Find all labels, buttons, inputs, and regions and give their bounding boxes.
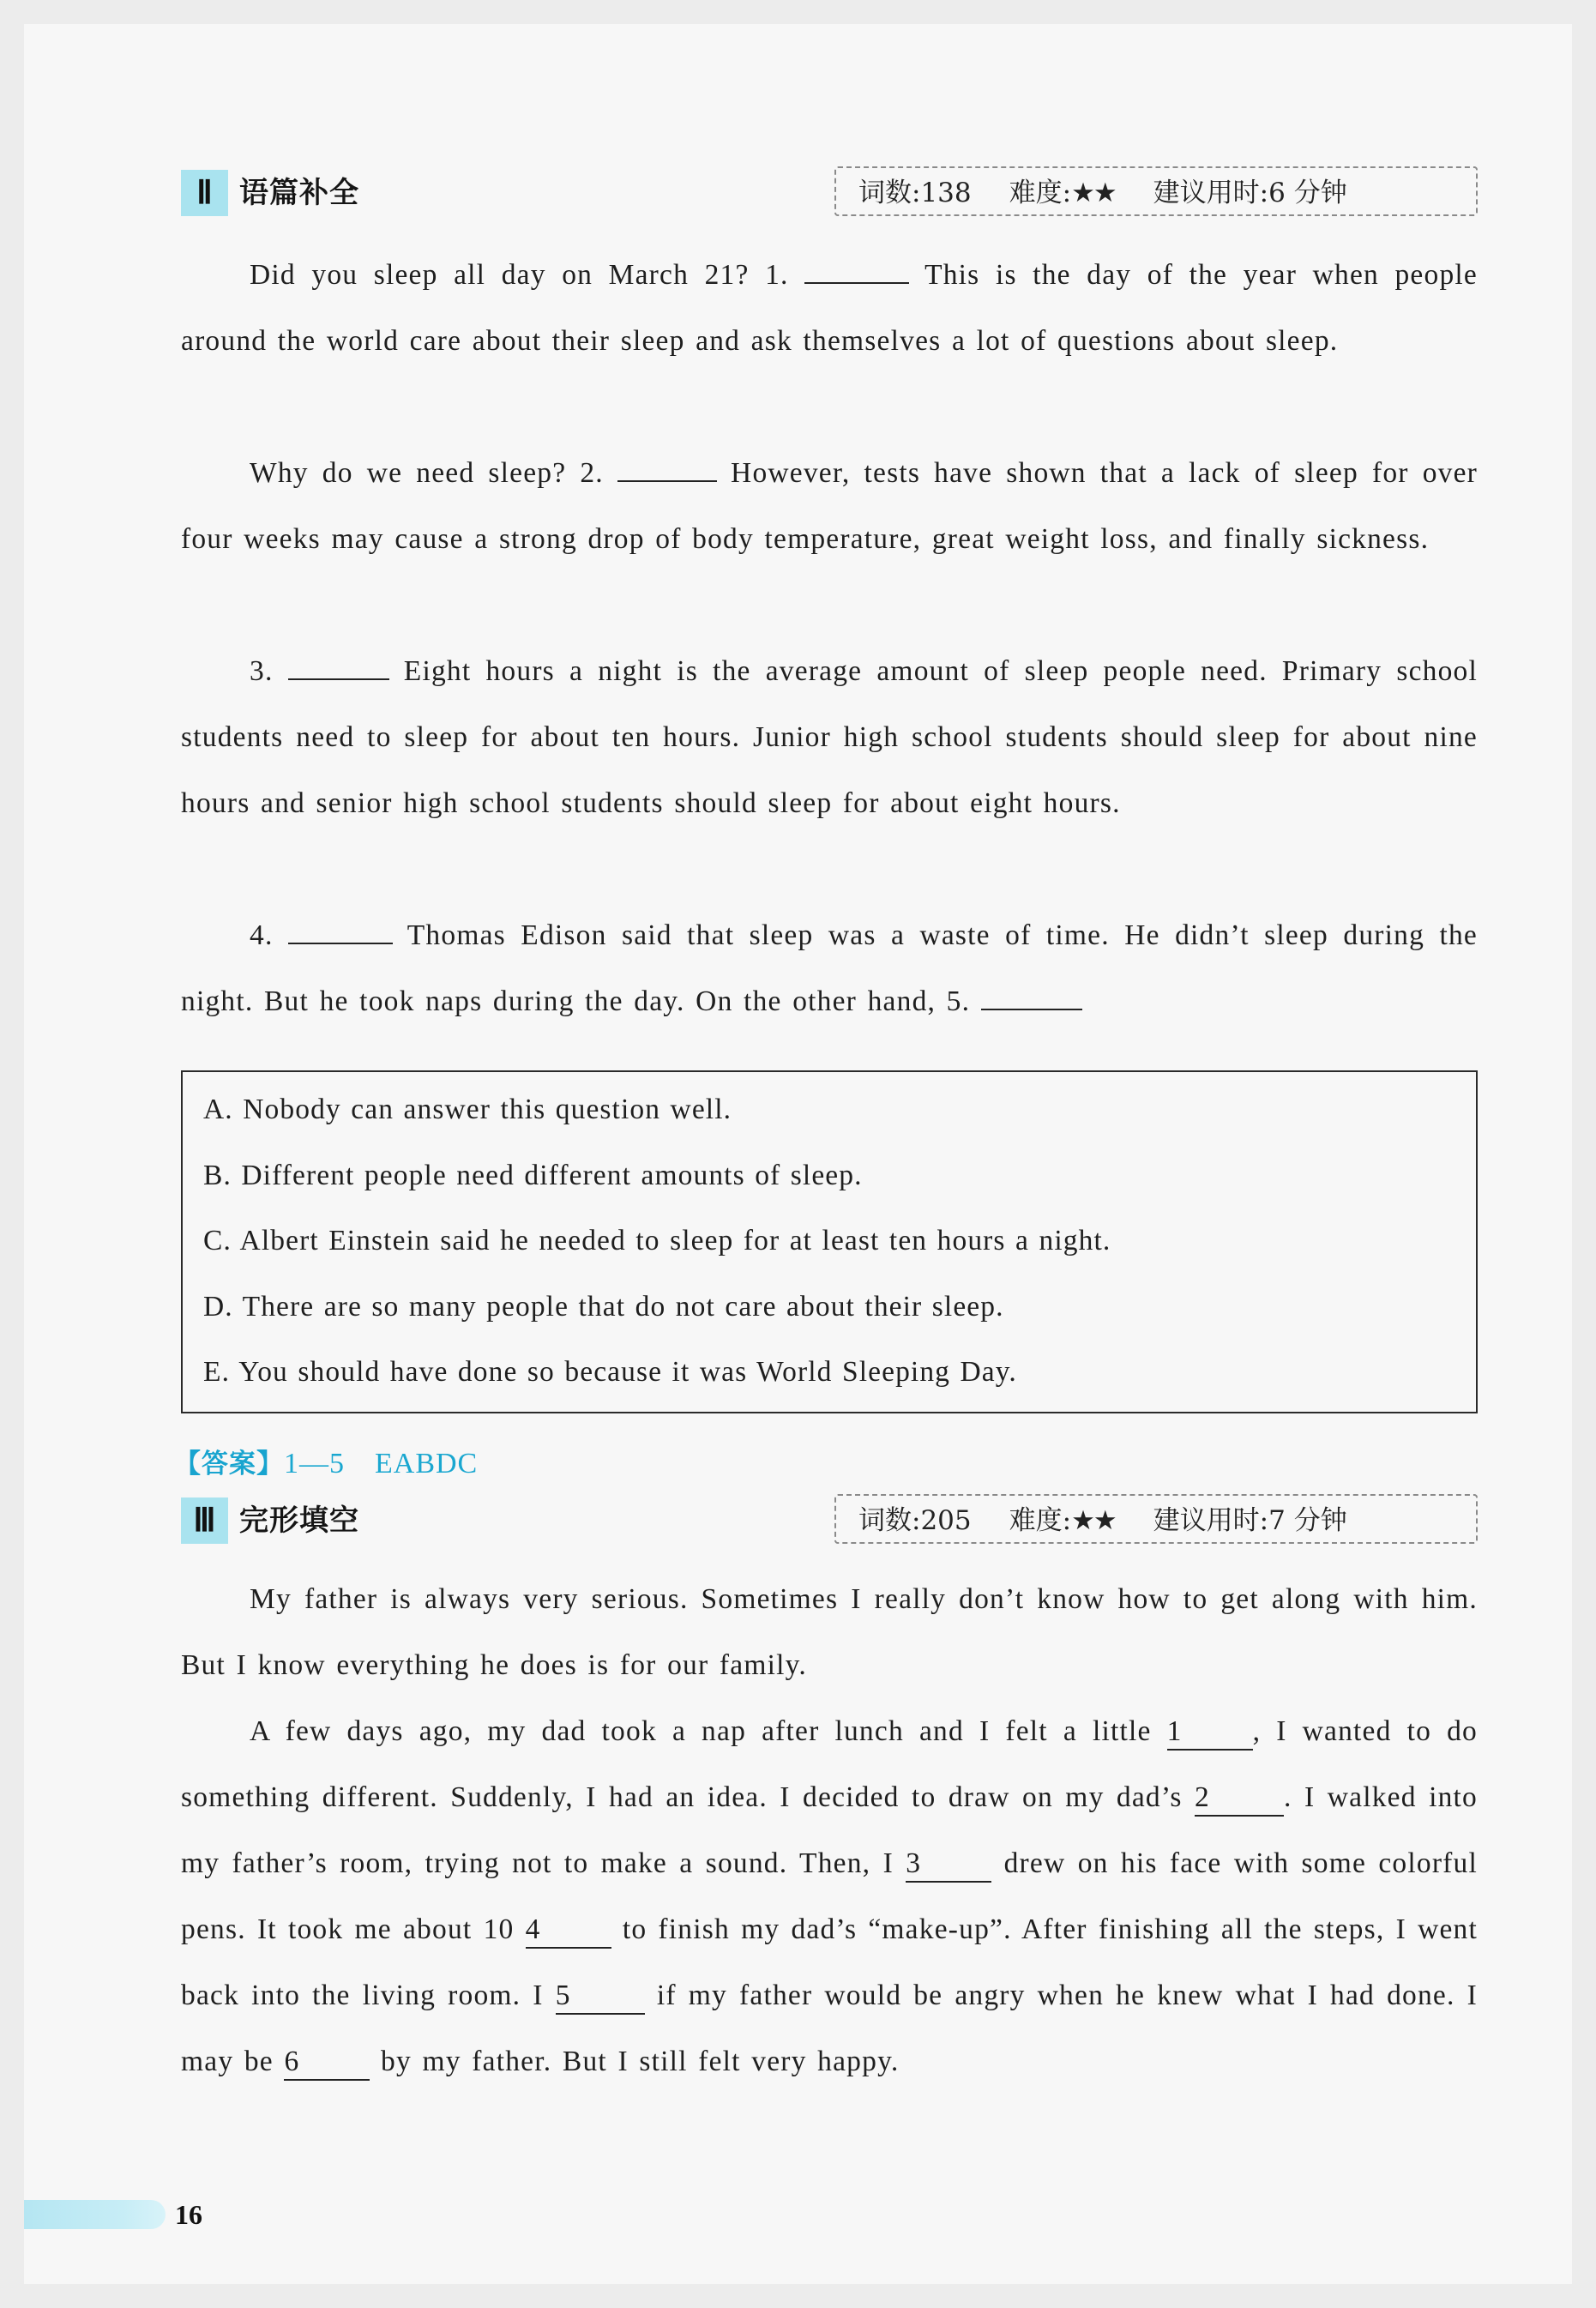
section2-suggested-time: 建议用时:6 分钟 (1153, 178, 1347, 208)
section3-info-box (834, 1494, 1478, 1544)
paragraph-text: However, tests have shown that a lack of sleep for over four weeks may cause a strong drop of body temperature, great weight loss, and finally sickness. (181, 457, 1479, 555)
section3-difficulty-label: 难度: (1009, 1505, 1072, 1536)
blank-2-line (617, 455, 717, 482)
cloze-blank-4: 4 (526, 1913, 611, 1949)
option-d: D. There are so many people that do not care about their sleep. (203, 1290, 1004, 1323)
paragraph-text: Why do we need sleep? 2. (250, 457, 604, 489)
cloze-blank-6: 6 (284, 2046, 370, 2081)
paragraph-text: Eight hours a night is the average amount of sleep people need. Primary school students need to sleep for about ten hours. Junior high school students should sleep for about nine hours and senior high school students should sleep for about eight hours. (181, 655, 1478, 819)
paragraph-text: if my father would be angry when he knew what I had done. I may be (181, 1980, 1479, 2077)
workbook-page (24, 24, 1572, 2284)
paragraph-text: to finish my dad’s “make-up”. After finishing all the steps, I went back into the living room. I (181, 1913, 1479, 2011)
option-a: A. Nobody can answer this question well. (203, 1094, 732, 1125)
cloze-blank-1: 1 (1167, 1715, 1253, 1751)
cloze-blank-5: 5 (556, 1980, 645, 2015)
cloze-blank-2: 2 (1195, 1781, 1284, 1817)
section2-paragraph-3 (181, 638, 1478, 836)
section2-difficulty-label: 难度: (1009, 178, 1072, 208)
section2-info-box (834, 166, 1478, 216)
paragraph-text: Did you sleep all day on March 21? 1. (250, 259, 789, 291)
paragraph-text: Thomas Edison said that sleep was a waste of time. He didn’t sleep during the night. But he took naps during the day. On the other hand, 5. (181, 919, 1478, 1017)
section2-title: 语篇补全 (239, 176, 359, 210)
section3-word-count: 词数:205 (858, 1505, 972, 1536)
section3-header (181, 1494, 1478, 1549)
section2-header (181, 166, 1478, 221)
page-number: 16 (175, 2199, 202, 2230)
section2-paragraph-4 (181, 902, 1478, 1034)
section3-paragraph-1: My father is always very serious. Sometimes I really don’t know how to get along with him. But I know everything he does is for our family. (181, 1583, 1478, 1681)
section2-paragraph-2 (181, 440, 1478, 572)
footer-accent-bar (24, 2200, 166, 2229)
section3-roman-badge: Ⅲ (181, 1497, 228, 1544)
paragraph-text: A few days ago, my dad took a nap after lunch and I felt a little (250, 1715, 1152, 1747)
blank-5-line (981, 983, 1082, 1010)
paragraph-text: 4. (250, 919, 274, 951)
paragraph-text: , I wanted to do something different. Suddenly, I had an idea. I decided to draw on my dad’s (181, 1715, 1479, 1813)
section3-suggested-time: 建议用时:7 分钟 (1153, 1505, 1347, 1536)
paragraph-text: 3. (250, 655, 274, 687)
answer-label: 【答案】 (174, 1449, 284, 1479)
section3-paragraph-2 (181, 1698, 1478, 2094)
paragraph-text: by my father. But I still felt very happy. (381, 2046, 900, 2077)
section3-title: 完形填空 (239, 1504, 359, 1538)
paragraph-text: This is the day of the year when people around the world care about their sleep and ask themselves a lot of questions about sleep. (181, 259, 1478, 357)
section2-difficulty-stars: ★★ (1071, 178, 1116, 208)
paragraph-text: drew on his face with some colorful pens. It took me about 10 (181, 1847, 1478, 1945)
blank-1-line (804, 256, 909, 284)
section2-word-count: 词数:138 (858, 178, 972, 208)
options-box (181, 1070, 1478, 1413)
cloze-blank-3: 3 (906, 1847, 991, 1883)
option-c: C. Albert Einstein said he needed to sleep for at least ten hours a night. (203, 1225, 1111, 1256)
section2-paragraph-1 (181, 242, 1478, 374)
answer-line (174, 1443, 478, 1485)
blank-3-line (288, 653, 389, 680)
option-e: E. You should have done so because it was World Sleeping Day. (203, 1356, 1017, 1388)
answer-text: 1—5 EABDC (284, 1448, 479, 1479)
option-b: B. Different people need different amounts of sleep. (203, 1159, 863, 1191)
paragraph-text: . I walked into my father’s room, trying not to make a sound. Then, I (181, 1781, 1478, 1879)
section3-difficulty-stars: ★★ (1071, 1505, 1116, 1536)
section2-roman-badge: Ⅱ (181, 170, 228, 216)
blank-4-line (288, 917, 393, 944)
